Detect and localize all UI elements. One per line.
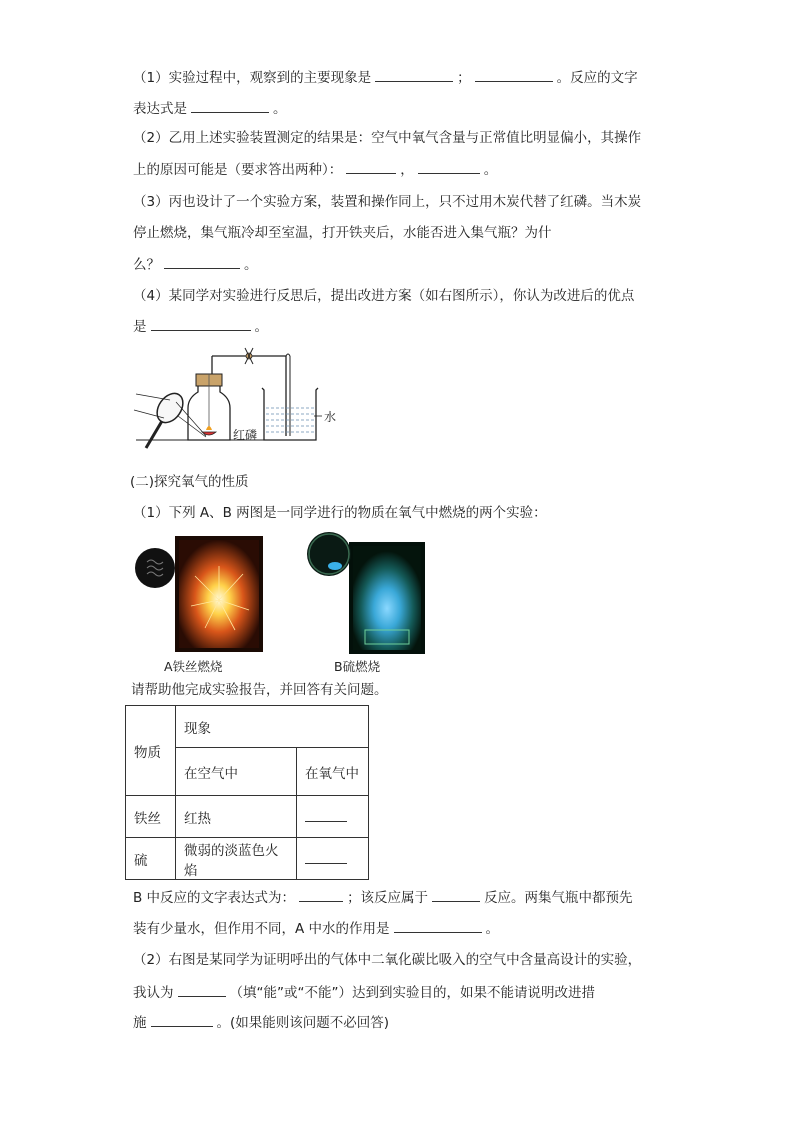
report-table <box>125 705 369 880</box>
improvement-blank[interactable] <box>151 1012 213 1027</box>
apparatus-diagram <box>128 344 358 459</box>
b-reaction-blank[interactable] <box>299 887 343 902</box>
q2-line-1 <box>133 128 641 148</box>
q1-blank-1[interactable] <box>375 67 453 82</box>
caption-a: A铁丝燃烧 <box>164 659 223 674</box>
q2b-line-3: 施 。(如果能则该问题不必回答) <box>133 1012 389 1033</box>
q3-line-2 <box>133 223 552 243</box>
q1-text-d: 表达式是 <box>133 101 187 117</box>
can-cannot-blank[interactable] <box>178 982 226 997</box>
q2-text-a: （2）乙用上述实验装置测定的结果是：空气中氧气含量与正常值比明显偏小，其操作 <box>133 130 642 146</box>
q3-blank-1[interactable] <box>164 254 240 269</box>
beaker-icon <box>262 388 322 440</box>
q1-blank-3[interactable] <box>191 98 269 113</box>
q1-text-a: （1）实验过程中，观察到的主要现象是 <box>133 70 372 86</box>
q2-blank-1[interactable] <box>346 159 396 174</box>
caption-b: B硫燃烧 <box>334 659 381 674</box>
q2-text-d: 。 <box>483 162 498 178</box>
q3-text-a: （3）丙也设计了一个实验方案，装置和操作同上，只不过用木炭代替了红磷。当木炭 <box>133 194 642 210</box>
section2-title: (二)探究氧气的性质 <box>130 474 249 490</box>
water-label: 水 <box>324 410 337 424</box>
row-air: 微弱的淡蓝色火焰 <box>176 838 297 880</box>
q1-text-e: 。 <box>273 101 287 117</box>
q1-text-c: 。反应的文字 <box>556 70 638 86</box>
q2b-line-1: （2）右图是某同学为证明呼出的气体中二氧化碳比吸入的空气中含量高设计的实验， <box>133 952 642 968</box>
row-oxygen-blank[interactable] <box>297 796 369 838</box>
after-table-line-1: B 中反应的文字表达式为： ；该反应属于 反应。两集气瓶中都预先 <box>133 887 633 908</box>
row-oxygen-blank[interactable] <box>297 838 369 880</box>
row-air: 红热 <box>176 796 297 838</box>
header-substance: 物质 <box>126 706 176 796</box>
q3-text-b: 停止燃烧，集气瓶冷却至室温，打开铁夹后，水能否进入集气瓶？为什 <box>133 225 552 241</box>
q2-blank-2[interactable] <box>418 159 480 174</box>
table-row <box>126 796 369 838</box>
q3-line-1 <box>133 192 641 212</box>
q4-text-a: （4）某同学对实验进行反思后，提出改进方案（如右图所示），你认为改进后的优点 <box>133 288 635 304</box>
iron-burning-photo <box>135 536 263 652</box>
row-substance: 铁丝 <box>126 796 176 838</box>
q3-text-d: 。 <box>244 257 258 273</box>
q4-line-1 <box>133 286 634 306</box>
section2-q1-text: （1）下列 A、B 两图是一同学进行的物质在氧气中燃烧的两个实验： <box>133 505 547 521</box>
table-row <box>126 838 369 880</box>
phosphorus-label: 红磷 <box>233 428 258 442</box>
q3-text-c: 么？ <box>133 257 160 273</box>
q1-text-b: ； <box>457 70 471 86</box>
q2-text-b: 上的原因可能是（要求答出两种）： <box>133 162 343 178</box>
q4-line-2 <box>133 316 268 337</box>
q4-blank-1[interactable] <box>151 316 251 331</box>
clamp-icon <box>245 348 253 364</box>
sulfur-burning-photo <box>305 530 425 654</box>
report-instruction: 请帮助他完成实验报告，并回答有关问题。 <box>131 682 388 698</box>
magnifying-lens-icon <box>134 389 206 448</box>
after-table-line-2: 装有少量水，但作用不同，A 中水的作用是 。 <box>133 918 499 939</box>
q2-text-c: ， <box>400 162 414 178</box>
q1-line-2 <box>133 98 287 119</box>
q1-blank-2[interactable] <box>475 67 553 82</box>
q3-line-3 <box>133 254 258 275</box>
q2-line-2 <box>133 159 497 180</box>
q1-line-1 <box>133 67 638 88</box>
q4-text-b: 是 <box>133 319 147 335</box>
header-oxygen: 在氧气中 <box>297 748 369 796</box>
gas-jar-icon <box>188 374 230 440</box>
q2b-line-2: 我认为 （填“能”或“不能”）达到到实验目的，如果不能请说明改进措 <box>133 982 595 1003</box>
reaction-type-blank[interactable] <box>432 887 480 902</box>
q4-text-c: 。 <box>254 319 268 335</box>
a-water-blank[interactable] <box>394 918 482 933</box>
header-air: 在空气中 <box>176 748 297 796</box>
row-substance: 硫 <box>126 838 176 880</box>
header-phenomenon: 现象 <box>176 706 369 748</box>
